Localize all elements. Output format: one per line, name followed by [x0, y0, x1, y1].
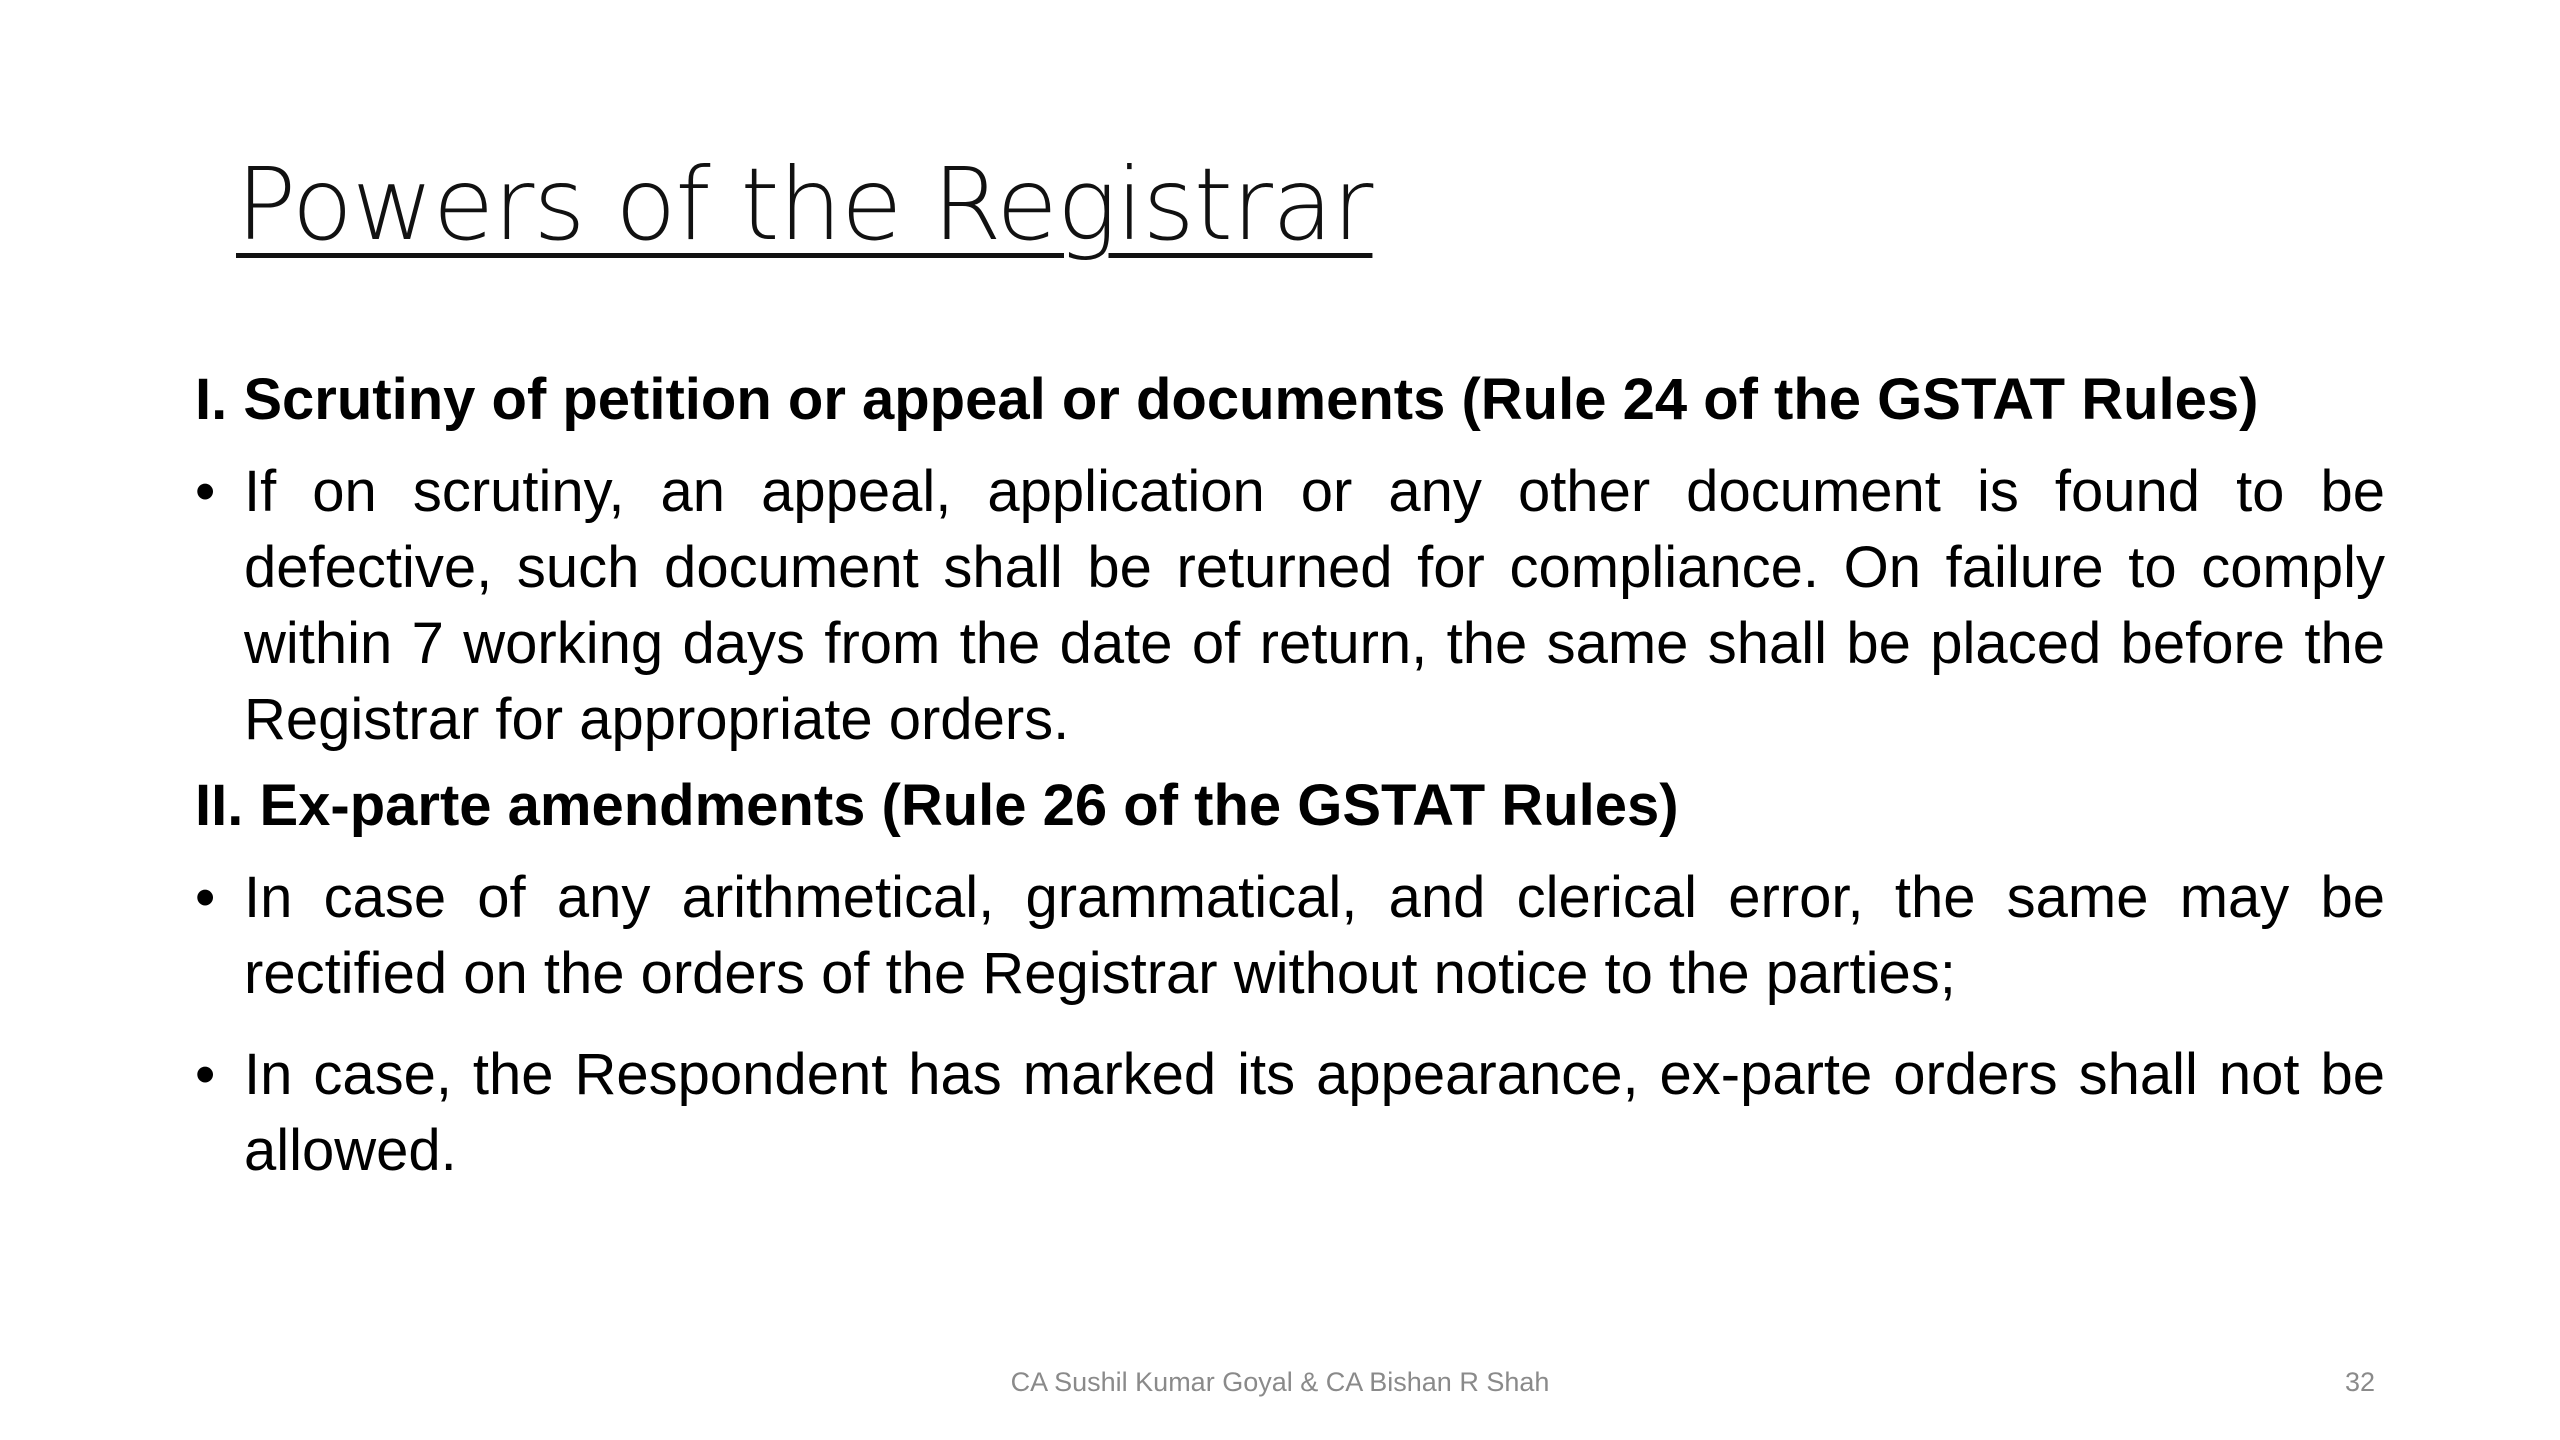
section-heading-scrutiny: I. Scrutiny of petition or appeal or documents (Rule 24 of the GSTAT Rules) — [195, 367, 2259, 432]
page-number: 32 — [2344, 1367, 2375, 1397]
bullet-icon: • — [195, 459, 216, 524]
bullet-icon: • — [195, 865, 216, 930]
list-item — [195, 860, 2385, 1012]
list-item — [195, 454, 2385, 758]
slide-content — [195, 362, 2385, 1189]
bullet-text: In case, the Respondent has marked its appearance, ex-parte orders shall not be allowed. — [244, 1042, 2385, 1183]
section-heading-ex-parte: II. Ex-parte amendments (Rule 26 of the GSTAT Rules) — [195, 773, 1679, 838]
list-item — [195, 1037, 2385, 1189]
bullet-text: In case of any arithmetical, grammatical, and clerical error, the same may be rectified on the orders of the Registrar without notice to the parties; — [244, 865, 2385, 1006]
bullet-list-ex-parte — [195, 860, 2385, 1189]
footer-author: CA Sushil Kumar Goyal & CA Bishan R Shah — [1010, 1367, 1550, 1397]
bullet-list-scrutiny — [195, 454, 2385, 758]
slide-title: Powers of the Registrar — [236, 146, 1373, 263]
bullet-text: If on scrutiny, an appeal, application or any other document is found to be defective, such document shall be returned for compliance. On failure to comply within 7 working days from the date of return, the same shall be placed before the Registrar for appropriate orders. — [244, 459, 2385, 752]
bullet-icon: • — [195, 1042, 216, 1107]
